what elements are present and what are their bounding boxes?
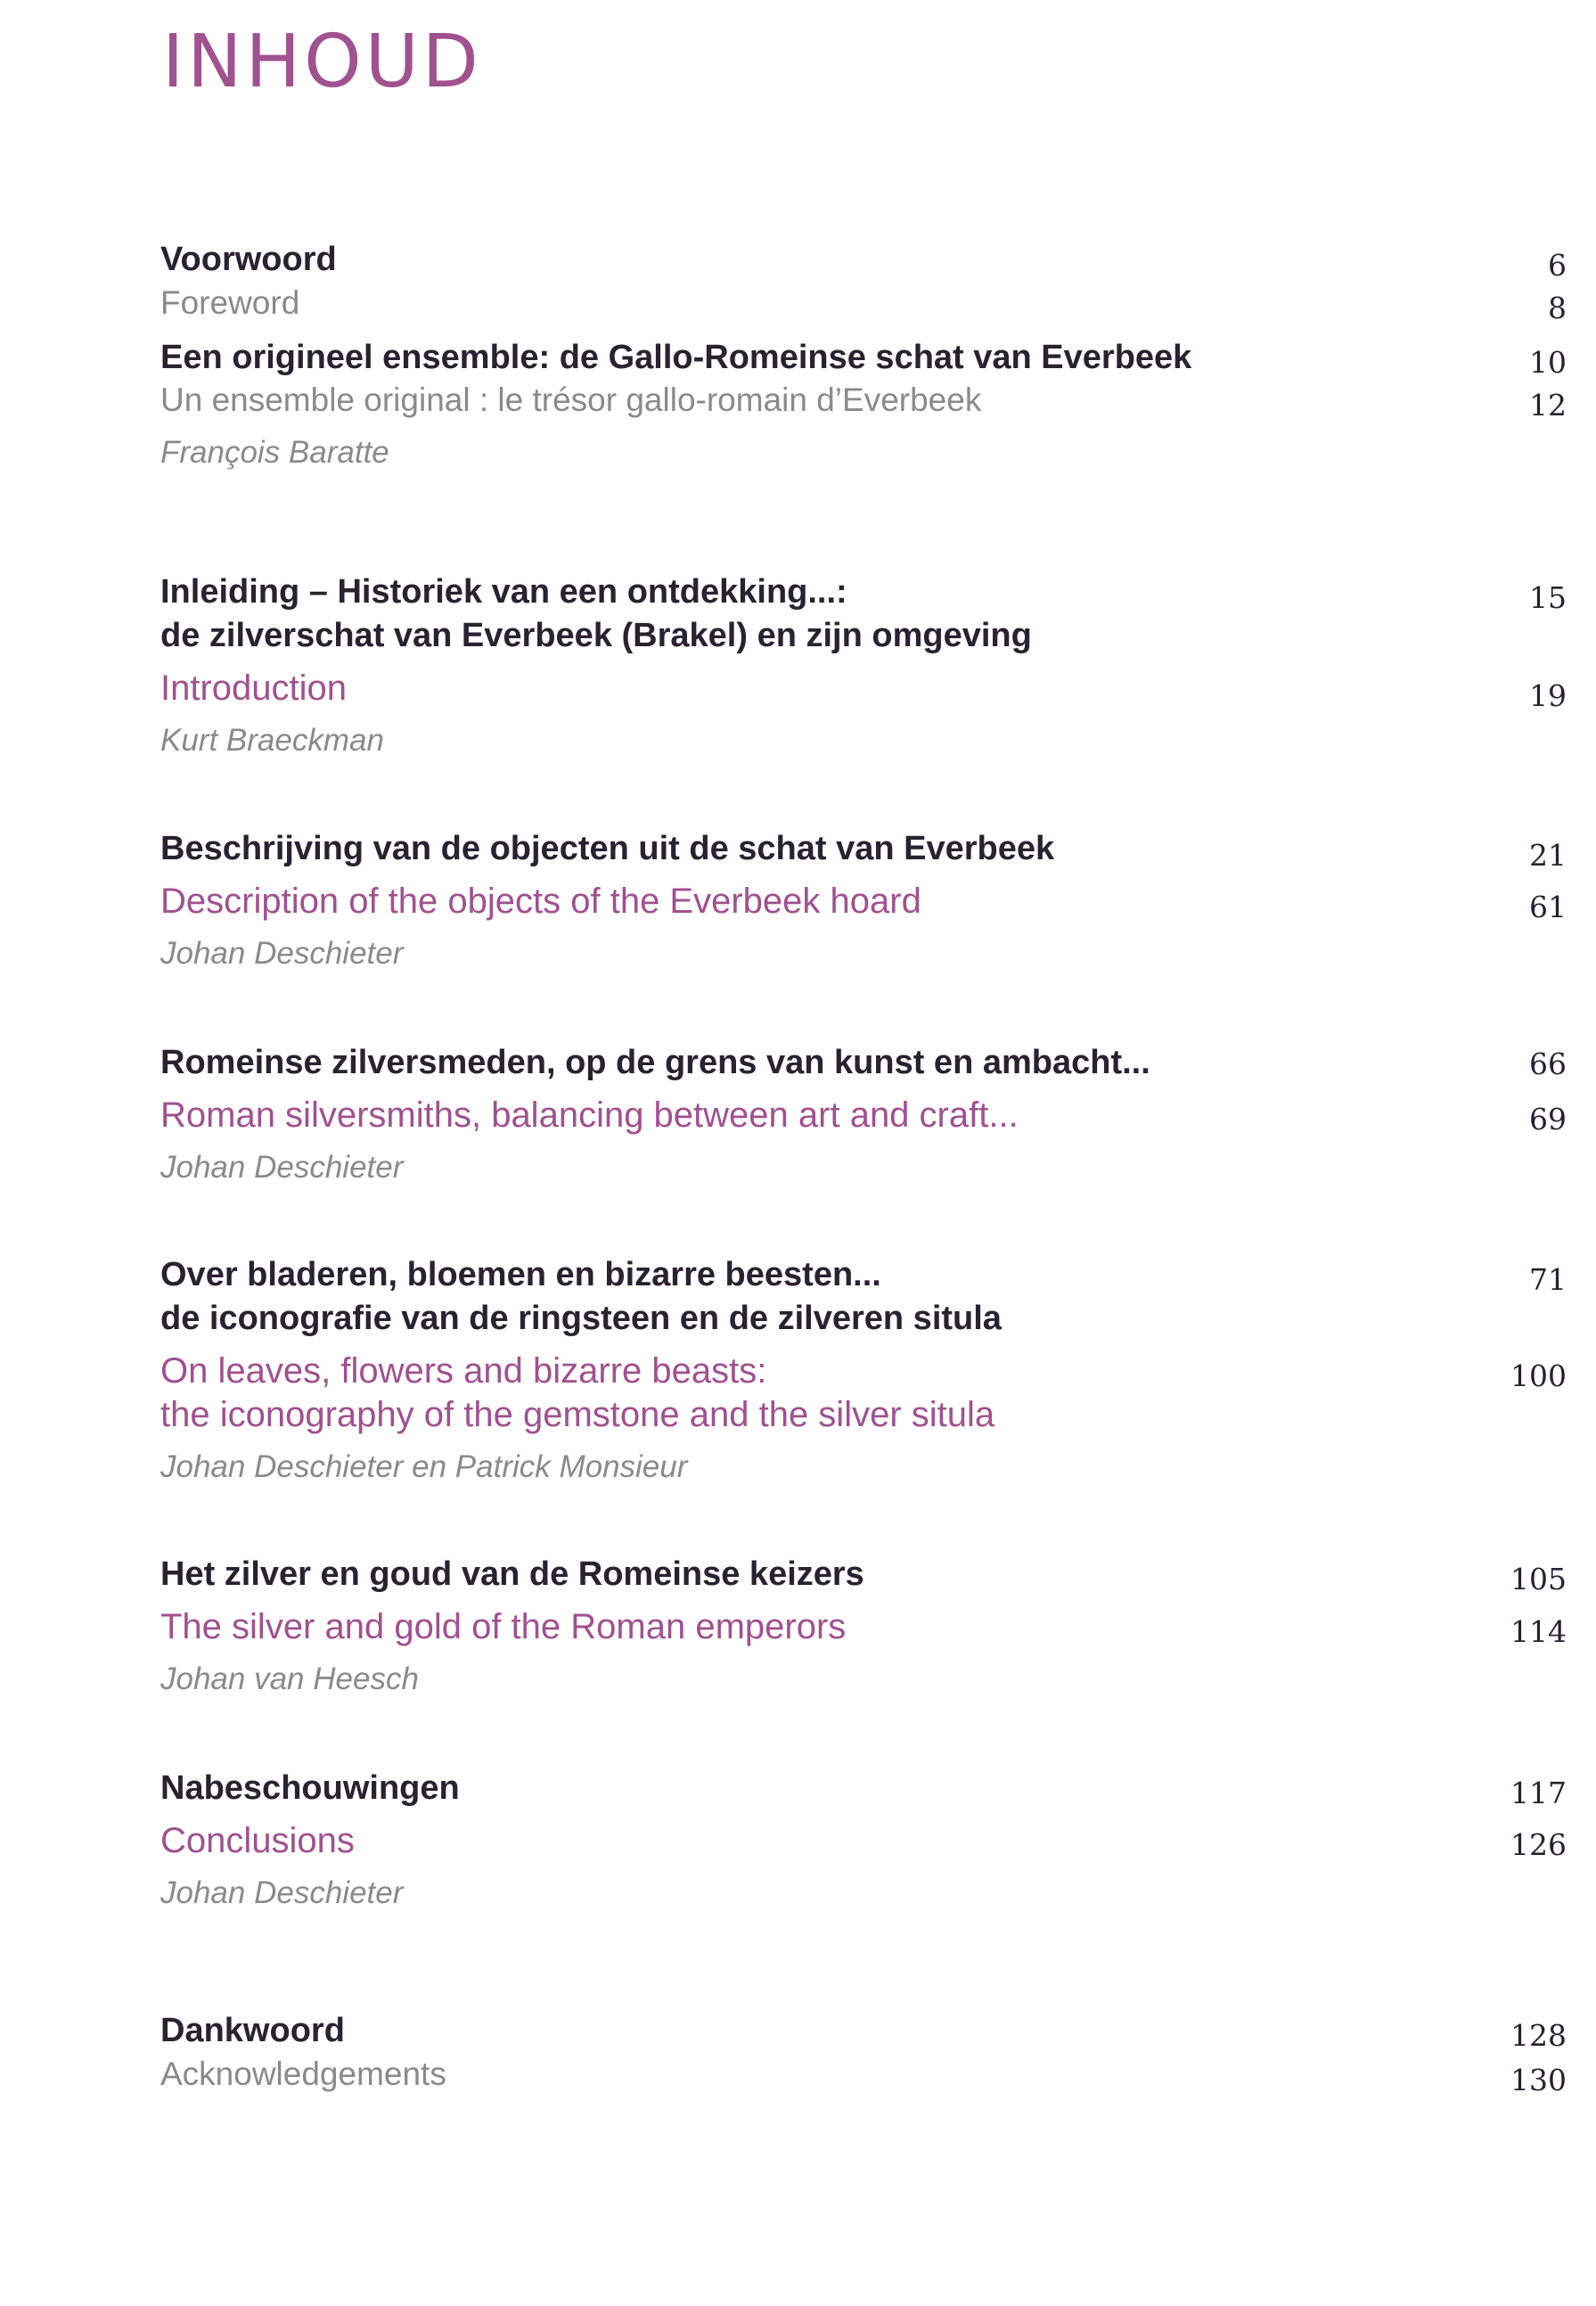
- entry-title-line[interactable]: Inleiding – Historiek van een ontdekking...:: [160, 573, 847, 611]
- page-number: 69: [1529, 1102, 1567, 1137]
- entry-title-line[interactable]: de zilverschat van Everbeek (Brakel) en zijn omgeving: [160, 617, 1032, 654]
- page-number: 114: [1510, 1614, 1567, 1649]
- entry-subtitle-line[interactable]: On leaves, flowers and bizarre beasts:: [160, 1351, 767, 1391]
- page-number: 100: [1510, 1358, 1567, 1393]
- entry-title[interactable]: Romeinse zilversmeden, op de grens van kunst en ambacht...: [160, 1044, 1150, 1081]
- page-title: INHOUD: [162, 20, 482, 104]
- entry-subtitle[interactable]: Introduction: [160, 669, 348, 708]
- entry-subtitle[interactable]: Un ensemble original : le trésor gallo-romain d’Everbeek: [160, 382, 982, 418]
- entry-title[interactable]: Het zilver en goud van de Romeinse keizers: [160, 1555, 864, 1593]
- page-number: 19: [1529, 678, 1567, 713]
- entry-title[interactable]: Een origineel ensemble: de Gallo-Romeinse schat van Everbeek: [160, 339, 1192, 376]
- entry-title[interactable]: Beschrijving van de objecten uit de schat van Everbeek: [160, 830, 1055, 867]
- page-number: 128: [1510, 2018, 1567, 2053]
- page-number: 12: [1529, 388, 1567, 423]
- page-number: 8: [1548, 291, 1567, 325]
- entry-subtitle[interactable]: Description of the objects of the Everbeek hoard: [160, 882, 921, 921]
- entry-title-line[interactable]: Over bladeren, bloemen en bizarre beesten...: [160, 1256, 881, 1293]
- entry-author: Johan Deschieter en Patrick Monsieur: [160, 1449, 688, 1484]
- entry-subtitle[interactable]: Roman silversmiths, balancing between art and craft...: [160, 1096, 1019, 1135]
- page-number: 126: [1510, 1827, 1567, 1862]
- page-number: 6: [1548, 248, 1567, 283]
- entry-subtitle[interactable]: Acknowledgements: [160, 2056, 446, 2092]
- entry-subtitle-line[interactable]: the iconography of the gemstone and the silver situla: [160, 1395, 995, 1434]
- entry-author: Johan Deschieter: [160, 1150, 404, 1185]
- page-number: 21: [1529, 838, 1567, 873]
- entry-title-line[interactable]: de iconografie van de ringsteen en de zilveren situla: [160, 1300, 1002, 1337]
- entry-subtitle[interactable]: Conclusions: [160, 1821, 355, 1860]
- entry-author: Kurt Braeckman: [160, 723, 384, 758]
- page-number: 15: [1529, 580, 1567, 615]
- page-number: 10: [1529, 345, 1567, 380]
- page-number: 66: [1529, 1046, 1567, 1081]
- entry-author: Johan Deschieter: [160, 936, 404, 971]
- page-number: 61: [1529, 890, 1567, 924]
- entry-title[interactable]: Dankwoord: [160, 2012, 345, 2049]
- page-number: 117: [1510, 1776, 1567, 1810]
- page-number: 105: [1510, 1562, 1567, 1596]
- entry-subtitle[interactable]: The silver and gold of the Roman emperors: [160, 1607, 847, 1646]
- entry-subtitle[interactable]: Foreword: [160, 284, 300, 321]
- entry-author: François Baratte: [160, 435, 389, 470]
- page-number: 130: [1510, 2063, 1567, 2097]
- entry-title[interactable]: Voorwoord: [160, 241, 337, 278]
- entry-author: Johan van Heesch: [160, 1662, 419, 1696]
- page-number: 71: [1529, 1262, 1567, 1297]
- entry-author: Johan Deschieter: [160, 1875, 404, 1910]
- entry-title[interactable]: Nabeschouwingen: [160, 1769, 460, 1807]
